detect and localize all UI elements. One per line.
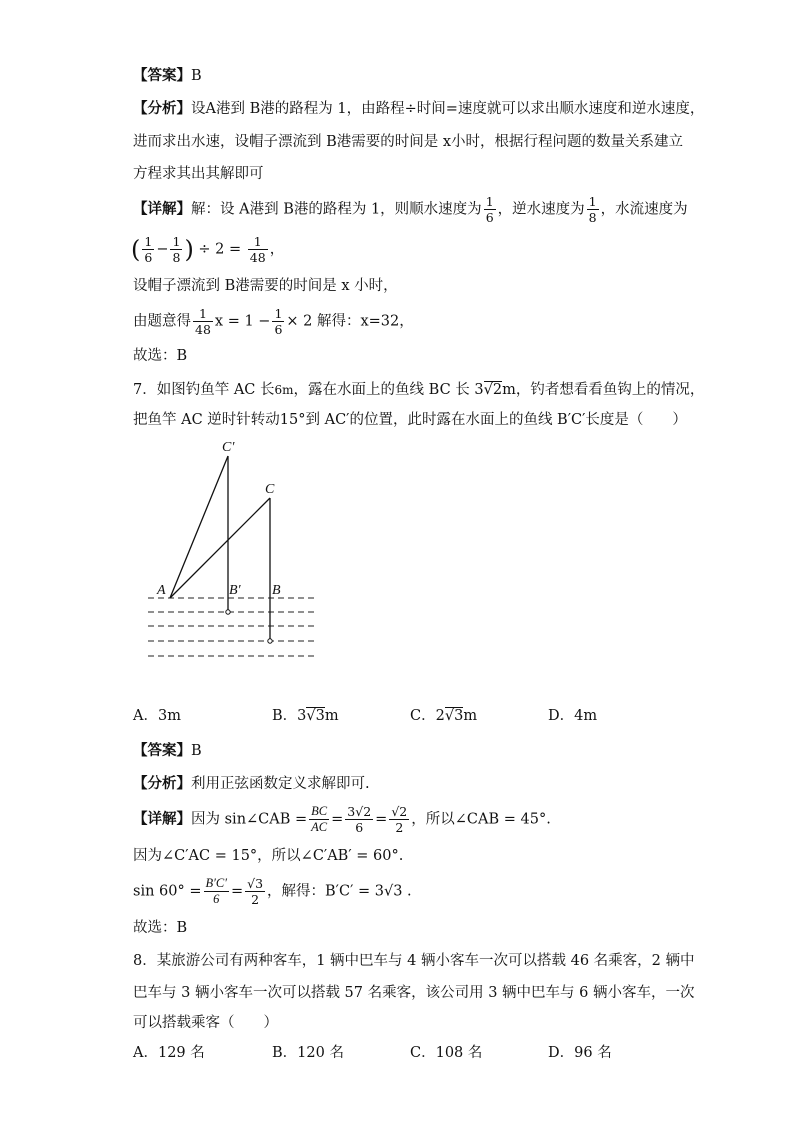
q6-equation-line: ( $\frac{1}{6}$ − $\frac{1}{8}$ ) ÷ 2 = $\frac{1}{48}$ ， [131, 234, 285, 265]
fraction-1-6: $\frac{1}{6}$ [485, 194, 494, 225]
q7-choice-line: 故选：B [133, 920, 188, 936]
fraction-1-8: $\frac{1}{8}$ [588, 194, 597, 225]
analysis-tag: 【分析】 [133, 775, 191, 792]
detail-text: ，逆水速度为 [497, 201, 585, 218]
q6-detail-line-1 [133, 194, 688, 225]
answer-tag: 【答案】 [133, 742, 191, 759]
fraction-bc-prime-6: $\frac{B'C'}{6}$ [205, 876, 227, 906]
hook-prime [226, 610, 230, 614]
analysis-text: 利用正弦函数定义求解即可. [191, 776, 370, 792]
fraction-root2-2: $\frac{√2}{2}$ [391, 804, 408, 835]
detail-tag: 【详解】 [133, 810, 191, 828]
analysis-text: 设A港到 B港的路程为 1，由路程÷时间=速度就可以求出顺水速度和逆水速度， [191, 101, 705, 117]
fraction-1-6: $\frac{1}{6}$ [274, 306, 283, 337]
sqrt-symbol: √2 [483, 382, 503, 398]
q8-option-a[interactable]: A．129 名 [133, 1045, 205, 1061]
q8-option-b[interactable]: B．120 名 [272, 1045, 344, 1061]
water-lines [148, 598, 318, 656]
q7-stem-line-2: 把鱼竿 AC 逆时针转动15°到 AC′的位置，此时露在水面上的鱼线 B′C′长度是（ ） [133, 412, 687, 428]
q6-analysis-line-2: 进而求出水速，设帽子漂流到 B港需要的时间是 x小时，根据行程问题的数量关系建立 [133, 134, 684, 150]
q8-option-d[interactable]: D．96 名 [548, 1045, 612, 1061]
q7-option-c[interactable]: C．2√3m [410, 708, 478, 724]
q7-detail-line-1: 【详解】因为 sin∠CAB = $\frac{BC}{AC}$ = $\frac{3√2}{6}$ = $\frac{√2}{2}$ ，所以∠CAB = 45°. [133, 804, 551, 835]
analysis-tag: 【分析】 [133, 100, 191, 117]
label-b: B [272, 583, 281, 598]
hook [268, 639, 272, 643]
rod-ac-prime [170, 456, 228, 598]
fraction-3root2-6: $\frac{3√2}{6}$ [347, 804, 372, 835]
q7-option-b[interactable]: B．3√3m [272, 708, 339, 724]
detail-tag: 【详解】 [133, 200, 191, 218]
fraction-bc-ac: $\frac{BC}{AC}$ [311, 804, 328, 834]
q7-option-d[interactable]: D．4m [548, 708, 598, 724]
q7-analysis-line [133, 774, 370, 794]
q8-option-c[interactable]: C．108 名 [410, 1045, 483, 1061]
label-c-prime: C′ [222, 440, 235, 455]
fishing-rod-figure [140, 436, 330, 666]
q6-answer-line [133, 66, 202, 86]
q8-stem-line-3: 可以搭载乘客（ ） [133, 1015, 278, 1031]
label-a: A [157, 583, 166, 598]
q8-stem-line-1: 8．某旅游公司有两种客车，1 辆中巴车与 4 辆小客车一次可以搭载 46 名乘客，2 辆中 [133, 953, 695, 969]
q7-detail-line-2: 因为∠C′AC = 15°，所以∠C′AB′ = 60°. [133, 848, 404, 864]
label-b-prime: B′ [229, 583, 241, 598]
fraction-root3-2: $\frac{√3}{2}$ [247, 876, 264, 907]
q6-line-3: 设帽子漂流到 B港需要的时间是 x 小时， [133, 278, 398, 294]
answer-tag: 【答案】 [133, 67, 191, 84]
q7-stem-line-1: 7．如图钓鱼竿 AC 长6m，露在水面上的鱼线 BC 长 3√2m，钓者想看看鱼钩上的情况， [133, 382, 705, 398]
q6-analysis-line-3: 方程求其出其解即可 [133, 166, 264, 182]
q6-choice-line: 故选：B [133, 348, 188, 364]
detail-text: ，水流速度为 [600, 201, 688, 218]
rod-ac [170, 498, 270, 598]
q7-answer-line [133, 741, 202, 761]
fraction-1-48: $\frac{1}{48}$ [249, 234, 266, 265]
answer-value: B [191, 68, 202, 84]
q6-line-4: 由题意得 $\frac{1}{48}$ x = 1 − $\frac{1}{6}$ × 2 解得：x=32， [133, 306, 414, 337]
fraction-1-8: $\frac{1}{8}$ [172, 234, 181, 265]
fraction-1-48: $\frac{1}{48}$ [195, 306, 211, 337]
detail-text: 解：设 A港到 B港的路程为 1，则顺水速度为 [191, 201, 482, 218]
label-c: C [265, 482, 275, 497]
q7-option-a[interactable]: A．3m [133, 708, 181, 724]
answer-value: B [191, 743, 202, 759]
q7-detail-line-3: sin 60° = $\frac{B'C'}{6}$ = $\frac{√3}{2}$ ，解得：B′C′ = 3√3 . [133, 876, 412, 907]
q8-stem-line-2: 巴车与 3 辆小客车一次可以搭载 57 名乘客，该公司用 3 辆中巴车与 6 辆小客车，一次 [133, 985, 695, 1001]
q6-analysis-line-1 [133, 99, 704, 119]
fraction-1-6: $\frac{1}{6}$ [144, 234, 153, 265]
equation-text: ÷ 2 = [198, 241, 242, 258]
